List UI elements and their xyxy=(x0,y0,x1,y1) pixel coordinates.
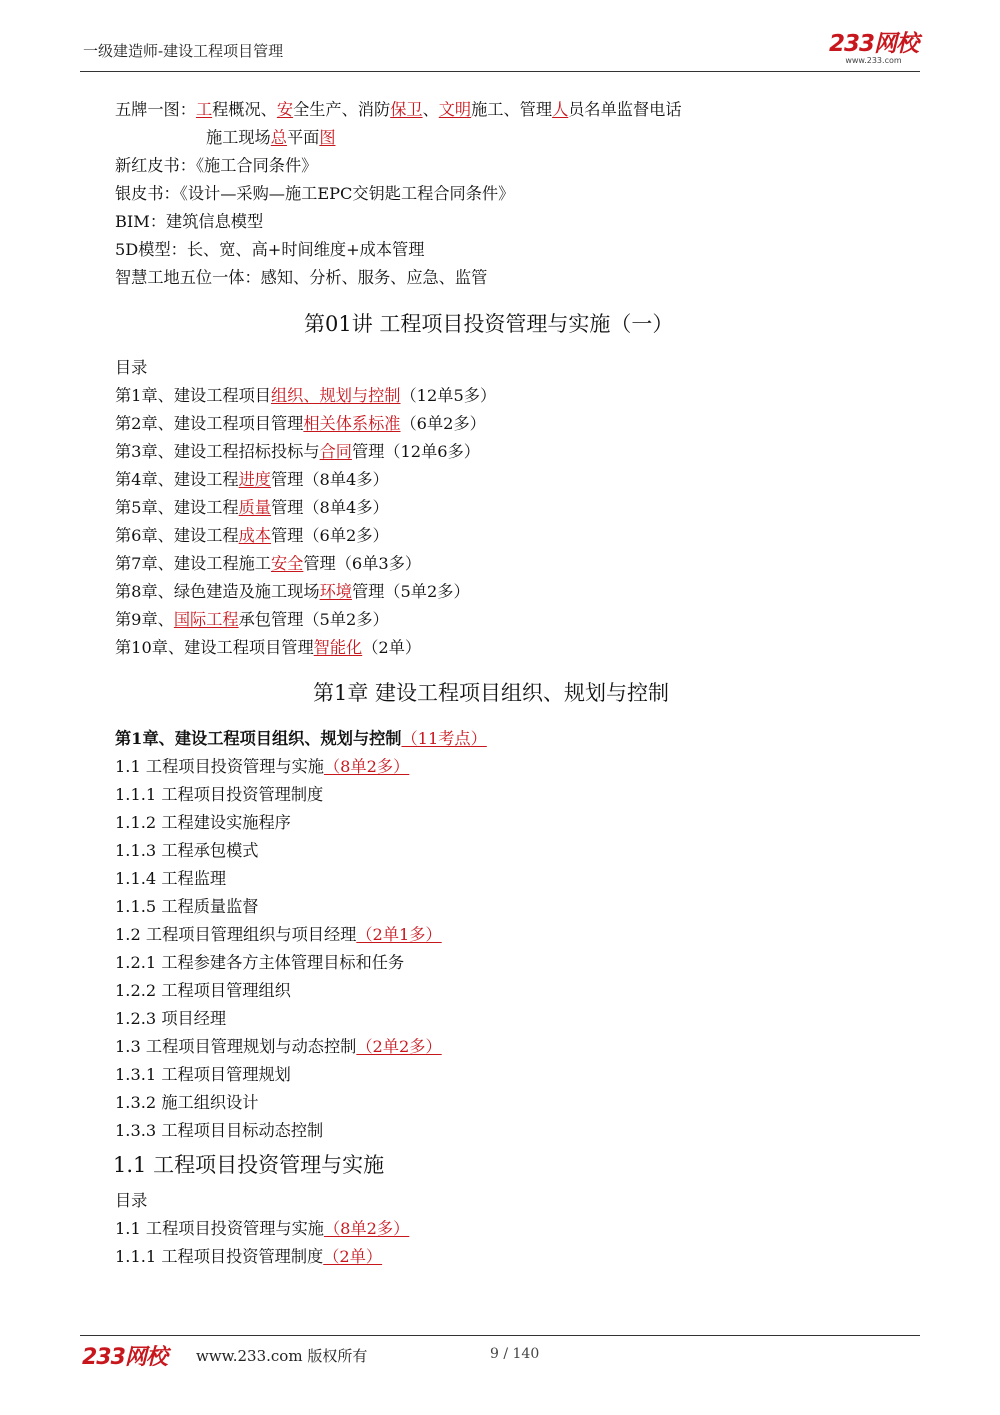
highlight-text: 工 xyxy=(195,100,213,119)
toc-item-highlight: 智能化 xyxy=(313,638,363,657)
toc-item-highlight: 国际工程 xyxy=(173,610,239,629)
intro-line-1 xyxy=(115,100,682,120)
toc-item-tag: （2单） xyxy=(323,1247,383,1266)
toc-item xyxy=(115,498,389,518)
toc-item-highlight: 进度 xyxy=(238,470,271,489)
intro-line-6: 5D模型：长、宽、高+时间维度+成本管理 xyxy=(115,240,425,259)
highlight-text: 图 xyxy=(319,128,336,147)
outline-item-text: 1.1.1 工程项目投资管理制度 xyxy=(115,785,324,804)
toc-item-highlight: 组织、规划与控制 xyxy=(271,386,401,405)
outline-item xyxy=(115,925,442,945)
outline-item-text: 第1章、建设工程项目组织、规划与控制 xyxy=(115,729,402,748)
outline-item xyxy=(115,1009,226,1029)
footer-copyright: www.233.com 版权所有 xyxy=(196,1347,368,1365)
section-title: 1.1 工程项目投资管理与实施 xyxy=(113,1153,385,1177)
outline-item-tag: （2单2多） xyxy=(356,1037,442,1056)
toc-item-text: （12单5多） xyxy=(400,386,497,405)
toc-item xyxy=(115,554,421,574)
header-title: 一级建造师-建设工程项目管理 xyxy=(83,42,284,60)
outline-item xyxy=(115,1121,323,1141)
toc-item-text: 第3章、建设工程招标投标与 xyxy=(115,442,320,461)
outline-item xyxy=(115,757,409,777)
outline-item-text: 1.1 工程项目投资管理与实施 xyxy=(115,757,324,776)
toc-item-text: 管理（5单2多） xyxy=(351,582,470,601)
outline-item-tag: （2单1多） xyxy=(356,925,442,944)
outline-item xyxy=(115,1065,291,1085)
text: 施工、管理 xyxy=(471,100,553,119)
intro-label: 五牌一图： xyxy=(115,100,196,119)
toc-item-highlight: 合同 xyxy=(319,442,352,461)
outline-item-text: 1.3.3 工程项目目标动态控制 xyxy=(115,1121,324,1140)
outline-item-text: 1.2.3 项目经理 xyxy=(115,1009,227,1028)
toc-item-text: 管理（8单4多） xyxy=(271,498,389,517)
intro-line-5: BIM：建筑信息模型 xyxy=(115,212,264,231)
toc-item xyxy=(115,638,421,658)
outline-item-text: 1.3.1 工程项目管理规划 xyxy=(115,1065,291,1084)
outline-item-text: 1.2 工程项目管理组织与项目经理 xyxy=(115,925,357,944)
toc-item-text: 第9章、 xyxy=(115,610,174,629)
highlight-text: 文明 xyxy=(438,100,472,119)
toc-item-text: 管理（6单3多） xyxy=(303,554,422,573)
outline-item-text: 1.1.5 工程质量监督 xyxy=(115,897,259,916)
toc-item-highlight: 安全 xyxy=(271,554,304,573)
outline-item xyxy=(115,785,323,805)
toc-item xyxy=(115,526,389,546)
outline-item xyxy=(115,981,291,1001)
header-divider xyxy=(80,71,920,72)
toc-item-tag: （8单2多） xyxy=(323,1219,410,1238)
brand-logo xyxy=(829,32,918,65)
logo-text: 233网校 xyxy=(828,31,918,57)
page-header xyxy=(80,30,918,74)
outline-item xyxy=(115,1093,258,1113)
toc-item-highlight: 成本 xyxy=(238,526,271,545)
intro-line-2 xyxy=(206,128,336,148)
lecture-title: 第01讲 工程项目投资管理与实施（一） xyxy=(304,312,674,336)
toc-item-text: 第2章、建设工程项目管理 xyxy=(115,414,304,433)
toc-item-highlight: 相关体系标准 xyxy=(303,414,401,433)
text: 程概况、 xyxy=(212,100,277,119)
text: 施工现场 xyxy=(206,128,271,147)
toc-label: 目录 xyxy=(115,1191,148,1210)
outline-item-tag: （11考点） xyxy=(401,729,487,748)
toc-item xyxy=(115,1247,382,1267)
toc-item-text: 第7章、建设工程施工 xyxy=(115,554,271,573)
outline-item xyxy=(115,729,487,749)
outline-item-text: 1.1.4 工程监理 xyxy=(115,869,227,888)
toc-item-text: 第4章、建设工程 xyxy=(115,470,239,489)
outline-item-text: 1.3.2 施工组织设计 xyxy=(115,1093,259,1112)
text: 员名单监督电话 xyxy=(568,100,682,119)
highlight-text: 保卫 xyxy=(390,100,423,119)
footer-logo: 233网校 xyxy=(82,1345,167,1370)
highlight-text: 总 xyxy=(270,128,287,147)
logo-url: www.233.com xyxy=(845,56,902,65)
toc-item-text: 管理（6单2多） xyxy=(271,526,389,545)
toc-item-highlight: 质量 xyxy=(238,498,271,517)
toc-label: 目录 xyxy=(115,358,148,377)
toc-item xyxy=(115,610,389,630)
outline-item-text: 1.3 工程项目管理规划与动态控制 xyxy=(115,1037,357,1056)
toc-item xyxy=(115,414,486,434)
intro-line-4: 银皮书：《设计—采购—施工EPC交钥匙工程合同条件》 xyxy=(115,184,515,203)
toc-item-text: 第6章、建设工程 xyxy=(115,526,239,545)
toc-item xyxy=(115,386,496,406)
toc-item xyxy=(115,470,389,490)
outline-item xyxy=(115,869,226,889)
toc-item-text: 管理（12单6多） xyxy=(351,442,480,461)
page-number: 9 / 140 xyxy=(490,1346,540,1362)
toc-item xyxy=(115,582,470,602)
intro-line-7: 智慧工地五位一体：感知、分析、服务、应急、监管 xyxy=(115,268,488,287)
toc-item-text: 第10章、建设工程项目管理 xyxy=(115,638,314,657)
intro-line-3: 新红皮书：《施工合同条件》 xyxy=(115,156,318,175)
toc-item-text: （2单） xyxy=(362,638,422,657)
outline-item xyxy=(115,953,404,973)
toc-item-text: 第8章、绿色建造及施工现场 xyxy=(115,582,320,601)
text: 平面 xyxy=(286,128,320,147)
outline-item xyxy=(115,1037,442,1057)
outline-item xyxy=(115,813,291,833)
toc-item-text: 第1章、建设工程项目 xyxy=(115,386,271,405)
toc-item-text: 承包管理（5单2多） xyxy=(238,610,389,629)
toc-item-text: 第5章、建设工程 xyxy=(115,498,239,517)
highlight-text: 人 xyxy=(552,100,569,119)
outline-item-text: 1.1.2 工程建设实施程序 xyxy=(115,813,291,832)
toc-item xyxy=(115,1219,409,1239)
toc-item-text: 管理（8单4多） xyxy=(271,470,389,489)
text: 全生产、消防 xyxy=(293,100,391,119)
outline-item-text: 1.2.1 工程参建各方主体管理目标和任务 xyxy=(115,953,405,972)
outline-item xyxy=(115,897,258,917)
highlight-text: 安 xyxy=(276,100,294,119)
outline-item-text: 1.2.2 工程项目管理组织 xyxy=(115,981,291,1000)
outline-item-text: 1.1.3 工程承包模式 xyxy=(115,841,259,860)
outline-item xyxy=(115,841,258,861)
outline-item-tag: （8单2多） xyxy=(323,757,410,776)
chapter-title: 第1章 建设工程项目组织、规划与控制 xyxy=(313,681,670,705)
text: 、 xyxy=(422,100,439,119)
toc-item-text: 1.1 工程项目投资管理与实施 xyxy=(115,1219,324,1238)
toc-item-text: 1.1.1 工程项目投资管理制度 xyxy=(115,1247,324,1266)
toc-item-highlight: 环境 xyxy=(319,582,352,601)
footer-divider xyxy=(80,1335,920,1336)
toc-item xyxy=(115,442,480,462)
toc-item-text: （6单2多） xyxy=(400,414,486,433)
